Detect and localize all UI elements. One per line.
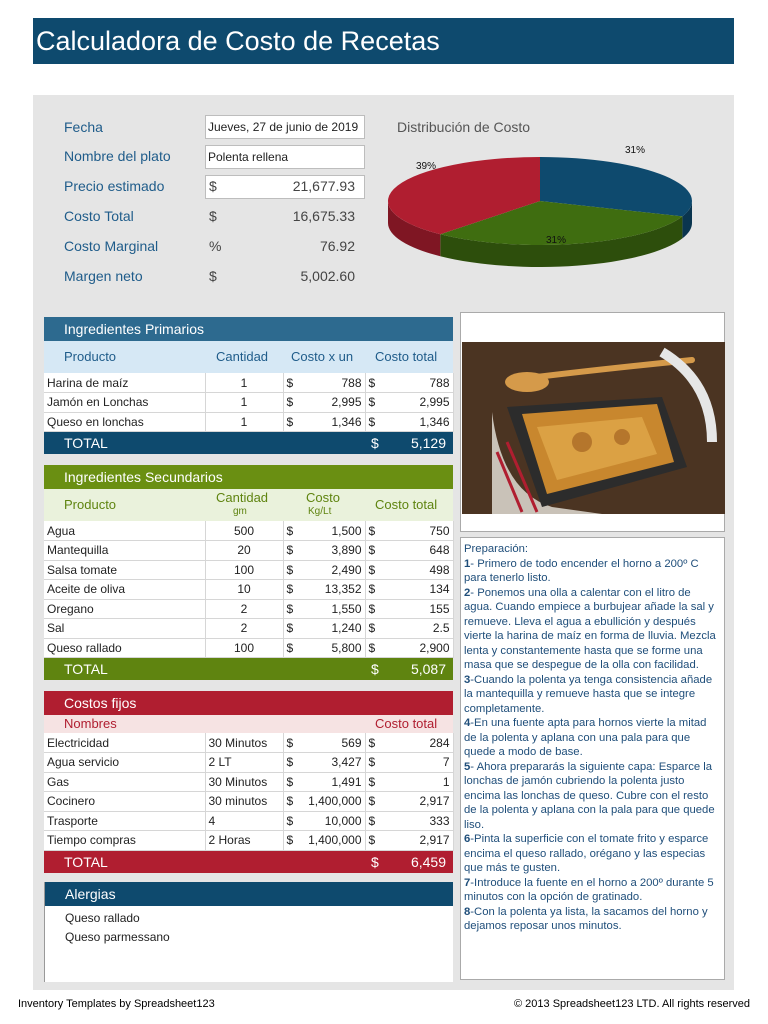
fecha-field[interactable]: Jueves, 27 de junio de 2019 xyxy=(205,115,365,139)
table-row xyxy=(44,638,453,658)
footer-left: Inventory Templates by Spreadsheet123 xyxy=(18,998,215,1010)
col-costo-unit: Kg/Lt xyxy=(308,506,332,517)
table-row xyxy=(44,772,453,792)
alergias-section xyxy=(44,882,453,982)
cell-total[interactable]: 1 xyxy=(383,772,453,792)
cell-costo[interactable]: 1,346 xyxy=(301,412,365,432)
alergia-item: Queso parmessano xyxy=(65,930,170,944)
table-row xyxy=(44,733,453,753)
cell-s1[interactable]: $ xyxy=(283,733,297,753)
cell-s2[interactable]: $ xyxy=(365,521,383,541)
cell-nombre[interactable]: Tiempo compras xyxy=(44,831,205,851)
cell-nombre[interactable]: Trasporte xyxy=(44,811,205,831)
cell-s1[interactable]: $ xyxy=(283,412,301,432)
cell-costo[interactable]: 1,491 xyxy=(297,772,365,792)
col-costo-total: Costo total xyxy=(375,349,438,364)
cell-s1[interactable]: $ xyxy=(283,772,297,792)
fijos-total-value: 6,459 xyxy=(410,853,446,870)
cell-s2[interactable]: $ xyxy=(365,541,383,561)
cell-detalle[interactable]: 30 Minutos xyxy=(205,772,283,792)
cell-s1[interactable]: $ xyxy=(283,811,297,831)
cell-total[interactable]: 788 xyxy=(383,373,453,393)
cell-detalle[interactable]: 30 Minutos xyxy=(205,733,283,753)
costo-marginal-value: 76.92 xyxy=(319,238,355,254)
cell-costo[interactable]: 1,240 xyxy=(301,619,365,639)
costo-marginal-symbol: % xyxy=(209,238,222,254)
chart-title: Distribución de Costo xyxy=(397,119,531,135)
primarios-section xyxy=(44,317,453,454)
cell-s1[interactable]: $ xyxy=(283,541,301,561)
cell-total[interactable]: 648 xyxy=(383,541,453,561)
table-row xyxy=(44,619,453,639)
fijos-col-header xyxy=(44,715,453,733)
cell-total[interactable]: 498 xyxy=(383,560,453,580)
secundarios-total-label: TOTAL xyxy=(64,661,108,677)
cell-s2[interactable]: $ xyxy=(365,638,383,658)
cell-s2[interactable]: $ xyxy=(365,753,383,773)
cell-detalle[interactable]: 2 Horas xyxy=(205,831,283,851)
cell-s2[interactable]: $ xyxy=(365,412,383,432)
pie-label-green: 31% xyxy=(546,235,567,246)
cell-s1[interactable]: $ xyxy=(283,599,301,619)
table-row xyxy=(44,580,453,600)
table-row xyxy=(44,599,453,619)
cell-nombre[interactable]: Gas xyxy=(44,772,205,792)
col-costo: Costo xyxy=(306,490,340,505)
cell-s1[interactable]: $ xyxy=(283,792,297,812)
fecha-label: Fecha xyxy=(64,119,103,135)
cell-s2[interactable]: $ xyxy=(365,831,383,851)
preparacion-step: 2- Ponemos una olla a calentar con el litro de agua. Cuando empiece a burbujear añade la sal y remueve. Lleva el agua a ebullición y después vierte la harina de maíz en forma de lluvia. Mezcla lenta y constantemente hasta que se forme una masa que se despegue de la olla con facilidad. xyxy=(464,586,716,671)
cell-cantidad[interactable]: 2 xyxy=(205,599,283,619)
col-producto: Producto xyxy=(64,497,117,512)
table-row xyxy=(44,560,453,580)
page-title xyxy=(33,18,734,64)
cell-s1[interactable]: $ xyxy=(283,753,297,773)
fijos-header: Costos fijos xyxy=(44,691,453,715)
secundarios-total-symbol: $ xyxy=(371,661,379,677)
fijos-section xyxy=(44,691,453,873)
secundarios-section xyxy=(44,465,453,680)
cell-total[interactable]: 284 xyxy=(383,733,453,753)
table-row xyxy=(44,412,453,432)
cell-cantidad[interactable]: 20 xyxy=(205,541,283,561)
primarios-header: Ingredientes Primarios xyxy=(44,317,453,341)
cell-costo[interactable]: 569 xyxy=(297,733,365,753)
cell-total[interactable]: 2,995 xyxy=(383,393,453,413)
cell-s2[interactable]: $ xyxy=(365,772,383,792)
precio-symbol: $ xyxy=(209,178,217,194)
page-title-text: Calculadora de Costo de Recetas xyxy=(36,26,440,56)
costo-marginal-label: Costo Marginal xyxy=(64,238,159,254)
cell-s1[interactable]: $ xyxy=(283,619,301,639)
cell-costo[interactable]: 2,995 xyxy=(301,393,365,413)
table-row xyxy=(44,521,453,541)
table-row xyxy=(44,831,453,851)
cell-s1[interactable]: $ xyxy=(283,393,301,413)
costo-total-value: 16,675.33 xyxy=(292,208,355,224)
cell-s2[interactable]: $ xyxy=(365,393,383,413)
preparacion-title: Preparación: xyxy=(464,543,529,555)
primarios-table xyxy=(44,373,454,432)
fijos-total-label: TOTAL xyxy=(64,853,108,870)
cell-cantidad[interactable]: 2 xyxy=(205,619,283,639)
plato-field[interactable]: Polenta rellena xyxy=(205,145,365,169)
cell-producto[interactable]: Queso rallado xyxy=(44,638,205,658)
margen-label: Margen neto xyxy=(64,268,143,284)
table-row xyxy=(44,373,453,393)
cell-total[interactable]: 2,900 xyxy=(383,638,453,658)
pie-label-red: 39% xyxy=(416,161,437,172)
cell-s1[interactable]: $ xyxy=(283,580,301,600)
dish-photo-frame xyxy=(460,312,725,532)
preparacion-step: 1- Primero de todo encender el horno a 200º C para tenerlo listo. xyxy=(464,557,699,584)
secundarios-total-value: 5,087 xyxy=(410,661,446,677)
cell-producto[interactable]: Harina de maíz xyxy=(44,373,205,393)
col-cantidad: Cantidad xyxy=(216,349,269,364)
cell-costo[interactable]: 10,000 xyxy=(297,811,365,831)
preparacion-box xyxy=(460,537,725,980)
cell-total[interactable]: 134 xyxy=(383,580,453,600)
col-costo-un: Costo x un xyxy=(291,349,354,364)
cell-costo[interactable]: 3,890 xyxy=(301,541,365,561)
cell-s1[interactable]: $ xyxy=(283,831,297,851)
cell-producto[interactable]: Mantequilla xyxy=(44,541,205,561)
cell-s1[interactable]: $ xyxy=(283,521,301,541)
cell-cantidad[interactable]: 1 xyxy=(205,412,283,432)
footer-right: © 2013 Spreadsheet123 LTD. All rights reserved xyxy=(514,998,750,1010)
cell-s2[interactable]: $ xyxy=(365,560,383,580)
cell-costo[interactable]: 1,400,000 xyxy=(297,792,365,812)
cell-s2[interactable]: $ xyxy=(365,373,383,393)
cell-cantidad[interactable]: 100 xyxy=(205,638,283,658)
primarios-total-value: 5,129 xyxy=(410,435,446,451)
fijos-total-symbol: $ xyxy=(371,853,379,870)
cell-costo[interactable]: 788 xyxy=(301,373,365,393)
cell-producto[interactable]: Agua xyxy=(44,521,205,541)
cell-costo[interactable]: 3,427 xyxy=(297,753,365,773)
primarios-col-header xyxy=(44,341,453,373)
cell-s2[interactable]: $ xyxy=(365,599,383,619)
cell-cantidad[interactable]: 10 xyxy=(205,580,283,600)
fijos-table xyxy=(44,733,454,851)
cell-s1[interactable]: $ xyxy=(283,560,301,580)
preparacion-step: 3-Cuando la polenta ya tenga consistencia añade la mantequilla y remueve hasta que se integre completamente. xyxy=(464,673,713,715)
col-nombres: Nombres xyxy=(64,716,117,731)
preparacion-step: 6-Pinta la superficie con el tomate frito y esparce encima el queso rallado, orégano y las especias que más te gusten. xyxy=(464,833,709,874)
secundarios-header: Ingredientes Secundarios xyxy=(44,465,453,489)
cell-detalle[interactable]: 4 xyxy=(205,811,283,831)
table-row xyxy=(44,541,453,561)
cell-s2[interactable]: $ xyxy=(365,792,383,812)
fijos-total xyxy=(44,851,453,873)
precio-value: 21,677.93 xyxy=(292,178,355,194)
cell-s2[interactable]: $ xyxy=(365,580,383,600)
table-row xyxy=(44,792,453,812)
costo-total-symbol: $ xyxy=(209,208,217,224)
cell-total[interactable]: 7 xyxy=(383,753,453,773)
costo-total-label: Costo Total xyxy=(64,208,134,224)
cell-s1[interactable]: $ xyxy=(283,638,301,658)
secundarios-table xyxy=(44,521,454,658)
preparacion-step: 4-En una fuente apta para hornos vierte la mitad de la polenta y aplana con una pala para que quede a modo de base. xyxy=(464,717,707,758)
cell-total[interactable]: 333 xyxy=(383,811,453,831)
cell-producto[interactable]: Sal xyxy=(44,619,205,639)
cell-producto[interactable]: Aceite de oliva xyxy=(44,580,205,600)
secundarios-total xyxy=(44,658,453,680)
table-row xyxy=(44,811,453,831)
cell-costo[interactable]: 13,352 xyxy=(301,580,365,600)
cell-total[interactable]: 155 xyxy=(383,599,453,619)
secundarios-col-header xyxy=(44,489,453,521)
cell-cantidad[interactable]: 1 xyxy=(205,393,283,413)
cell-cantidad[interactable]: 500 xyxy=(205,521,283,541)
precio-label: Precio estimado xyxy=(64,178,165,194)
alergias-list xyxy=(45,906,453,947)
cell-total[interactable]: 2,917 xyxy=(383,831,453,851)
col-costo-total: Costo total xyxy=(375,716,438,731)
cell-nombre[interactable]: Cocinero xyxy=(44,792,205,812)
dish-photo xyxy=(462,342,725,514)
cell-cantidad[interactable]: 1 xyxy=(205,373,283,393)
margen-value: 5,002.60 xyxy=(300,268,355,284)
table-row xyxy=(44,393,453,413)
cell-nombre[interactable]: Electricidad xyxy=(44,733,205,753)
cell-costo[interactable]: 2,490 xyxy=(301,560,365,580)
col-producto: Producto xyxy=(64,349,117,364)
cell-costo[interactable]: 5,800 xyxy=(301,638,365,658)
pie-label-navy: 31% xyxy=(625,145,646,156)
alergias-header: Alergias xyxy=(45,882,453,906)
cell-costo[interactable]: 1,400,000 xyxy=(297,831,365,851)
primarios-total-symbol: $ xyxy=(371,435,379,451)
cell-total[interactable]: 1,346 xyxy=(383,412,453,432)
spreadsheet-area xyxy=(33,95,734,990)
cell-detalle[interactable]: 30 minutos xyxy=(205,792,283,812)
cell-producto[interactable]: Oregano xyxy=(44,599,205,619)
margen-symbol: $ xyxy=(209,268,217,284)
col-cantidad: Cantidad xyxy=(216,490,269,505)
cell-detalle[interactable]: 2 LT xyxy=(205,753,283,773)
cell-costo[interactable]: 1,550 xyxy=(301,599,365,619)
preparacion-step: 5- Ahora prepararás la siguiente capa: Esparce la lonchas de jamón cubriendo la polenta justo encima las lonchas de queso. Cubre con el resto de la polenta y aplana con la pala para que quede liso. xyxy=(464,760,715,831)
cell-total[interactable]: 2,917 xyxy=(383,792,453,812)
cell-producto[interactable]: Jamón en Lonchas xyxy=(44,393,205,413)
cell-s2[interactable]: $ xyxy=(365,733,383,753)
preparacion-step: 8-Con la polenta ya lista, la sacamos del horno y dejamos reposar unos minutos. xyxy=(464,905,708,932)
cell-total[interactable]: 2.5 xyxy=(383,619,453,639)
primarios-total-label: TOTAL xyxy=(64,435,108,451)
cell-costo[interactable]: 1,500 xyxy=(301,521,365,541)
alergia-item: Queso rallado xyxy=(65,911,140,925)
primarios-total xyxy=(44,432,453,454)
cell-producto[interactable]: Queso en lonchas xyxy=(44,412,205,432)
cell-cantidad[interactable]: 100 xyxy=(205,560,283,580)
cell-s1[interactable]: $ xyxy=(283,373,301,393)
col-cantidad-unit: gm xyxy=(233,506,247,517)
plato-label: Nombre del plato xyxy=(64,148,171,164)
cell-producto[interactable]: Salsa tomate xyxy=(44,560,205,580)
col-costo-total: Costo total xyxy=(375,497,438,512)
preparacion-step: 7-Introduce la fuente en el horno a 200º durante 5 minutos con la opción de gratinado. xyxy=(464,876,714,903)
cell-total[interactable]: 750 xyxy=(383,521,453,541)
cell-s2[interactable]: $ xyxy=(365,811,383,831)
cell-nombre[interactable]: Agua servicio xyxy=(44,753,205,773)
cell-s2[interactable]: $ xyxy=(365,619,383,639)
table-row xyxy=(44,753,453,773)
